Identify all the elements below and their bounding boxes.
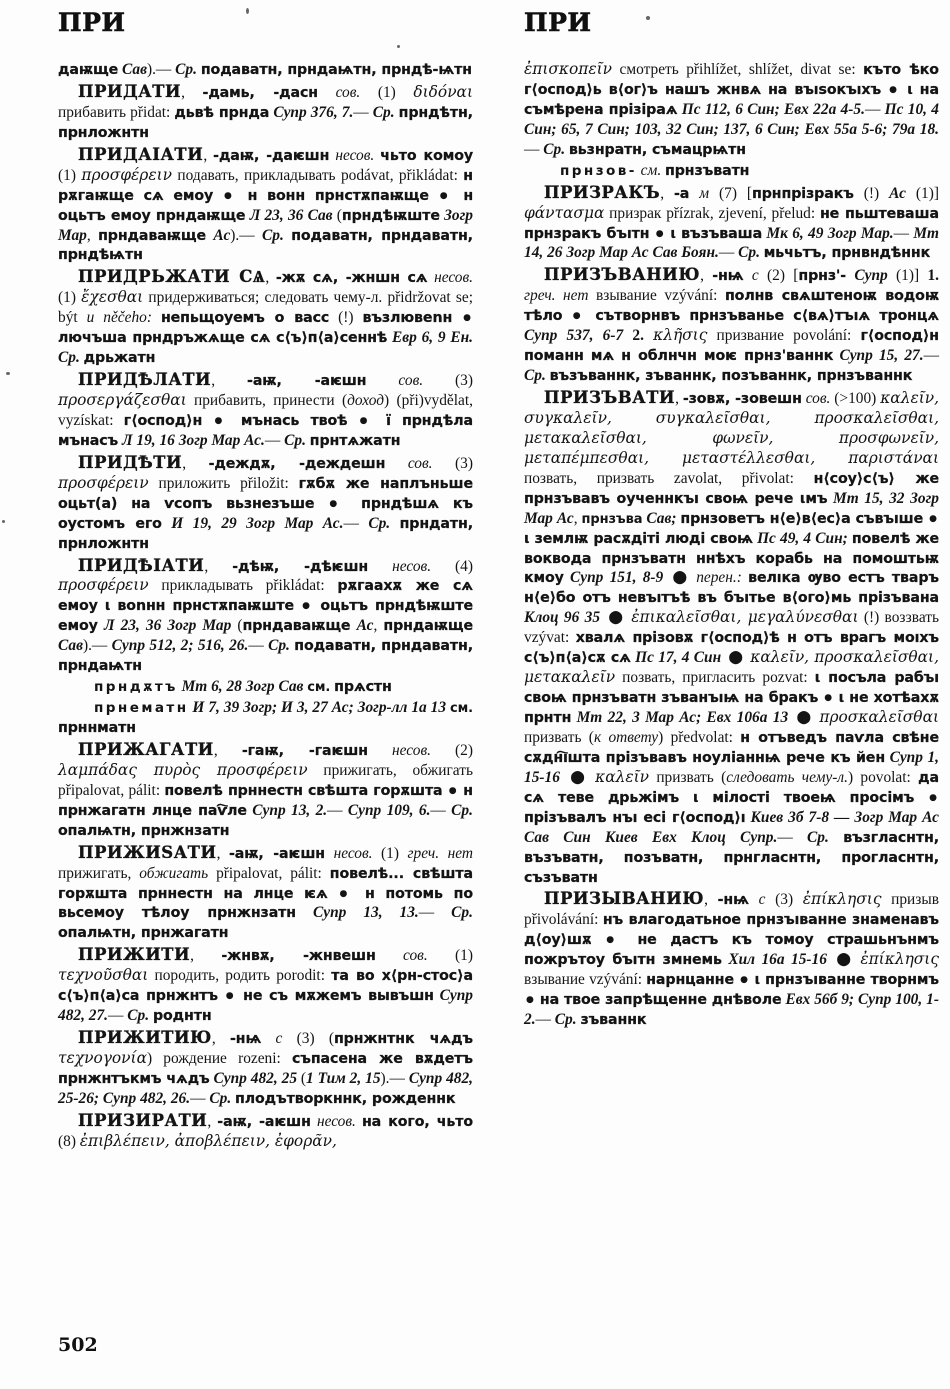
dictionary-sub-entry: прнзов- см. прнзъватн	[560, 161, 750, 179]
scan-speck	[2, 520, 5, 523]
dictionary-sub-entry: прндѫтъ Мт 6, 28 Зогр Сав см. прѧстн	[94, 678, 392, 696]
running-head-right: ПРИ	[524, 8, 592, 37]
scan-speck	[246, 8, 249, 14]
scan-speck	[397, 45, 400, 48]
entry-continuation: ἐπισκοπεῖν смотреть přihlížet, shlížet, divat se: къто ѣко г⟨оспод⟩ь в⟨ог⟩ъ нашъ жнвѧ на въısокъıхъ ● ι на съмѣрена прізіраѧ Пс 112, 6 Син; Евх 22а 4-5.— Пс 10, 4 Син; 65, 7 Син; 103, 32 Син; 137, 6 Син; Евх 55а 5-6; 79а 18.— Ср. вьзнратн, съмацрѩтн	[524, 60, 939, 158]
dictionary-entry: ПРИЖИЅАТИ, -аѭ, -аѥшн несов. (1) греч. нет прижигать, обжигать připalovat, pálit: повелѣ... свѣшта горѫшта прннестн на лнце ѥѧ ● н потомь по вьсемоу тѣлоу прнжнзатн Супр 13, 13.— Ср. опалѩтн, прнжагатн	[58, 842, 474, 942]
dictionary-entry: ПРИЗЫВАНИЮ, -нѩ с (3) ἐπίκλησις призыв přivolávání: нъ влагодатьное прнзъıванне знаменавъ д⟨оу⟩шѫ ● не дастъ къ томоу страшьнънмъ пожрътоу бъıтн змнемь Хил 16а 15-16 ⬤ ἐπίκλησις взывание vzývání: нарнцанне ● ι прнзъıванне творнмъ ● на твое запрѣщенне днѣволе Евх 56б 9; Супр 100, 1-2.— Ср. зъваннк	[524, 889, 939, 1029]
page-number: 502	[58, 1334, 98, 1356]
dictionary-entry: ПРИЗЪВАНИЮ, -нѩ с (2) [прнз'- Супр (1)] 1. греч. нет взывание vzývání: полнв свѧштеноѭ водоѭ тѣло ● сътворнвъ прнзъванье с⟨вѧ⟩тъıѧ тронцѧ Супр 537, 6-7 2. κλῆσις призвание povolání: г⟨оспод⟩н поманн мѧ н облнчн моѥ прнз'ваннк Супр 15, 27.— Ср. възъваннк, зъваннк, позъваннк, прнзъваннк	[524, 265, 940, 385]
dictionary-entry: ПРИДѢІАТИ, -дѣѭ, -дѣѥшн несов. (4) προσφέρειν прикладывать přikládat: рѫгаахѫ же сѧ емоу ι вonнн прнстѫпаѭште ● оцьтъ прндѣѭште емоу Л 23, 36 Зогр Мар (прндаваѭще Ас, прндаѭще Сав).— Супр 512, 2; 516, 26.— Ср. подаватн, прндаватн, прндаѩтн	[58, 555, 474, 675]
dictionary-entry: ПРИДѢТИ, -деждѫ, -деждешн сов. (3) προσφέρειν приложить přiložit: гѫбѫ же наплъньше оцьт(а) на ѵсопъ вьзнезъше ● прндѣшѧ къ оустомъ его И 19, 29 Зогр Мар Ас.— Ср. прндатн, прнложнтн	[58, 452, 473, 552]
dictionary-entry: ПРИДАТИ, -дамь, -дасн сов. (1) διδόναι прибавить přidat: дьвѣ прнда Супр 376, 7.— Ср. прндѣтн, прнложнтн	[58, 81, 473, 141]
dictionary-entry: ПРИДРЬЖАТИ СѦ, -жѫ сѧ, -жншн сѧ несов. (1) ἔχεσθαι придерживаться; следовать чему-л. přidržovat se; být и něčeho: непьщоуемъ о васс (!) възлювеnн ● лючъша прндръжѧще сѧ с⟨ъ⟩п⟨а⟩сеннѣ Евр 6, 9 Ен. Ср. дрьжатн	[58, 267, 474, 367]
column-right	[524, 60, 939, 1030]
dictionary-entry: ПРИДѢЛАТИ, -аѭ, -аѥшн сов. (3) προσεργάζεσθαι прибавить, принести (доход) (při)vydělat, vyzískat: г⟨оспод⟩н ● мънась твоѣ ● ї прндѣла мънасъ Л 19, 16 Зогр Мар Ас.— Ср. прнтѧжатн	[58, 370, 473, 449]
dictionary-entry: ПРИЖИТИЮ, -нѩ с (3) (прнжнтнк чѧдъ τεχνογονία) рождение rozeni: съпасена же вѫдетъ прнжнтъкмъ чѧдъ Супр 482, 25 (1 Тим 2, 15).— Супр 482, 25-26; Супр 482, 26.— Ср. плодътворкннк, рожденнк	[58, 1028, 473, 1107]
dictionary-entry: ПРИЗИРАТИ, -аѭ, -аѥшн несов. на кого, чьто (8) ἐπιβλέπειν, ἀποβλέπειν, ἐφορᾶν,	[58, 1110, 474, 1150]
dictionary-entry: ПРИЗРАКЪ, -а м (7) [прнпрізракъ (!) Ас (1)] φάντασμα призрак přízrak, zjevení, přelud: не пьштеваша прнзракъ бъıтн ● ι възъваша Мк 6, 49 Зогр Мар.— Мт 14, 26 Зогр Мар Ас Сав Боян.— Ср. мьчьтъ, прнвндѣннк	[524, 182, 939, 262]
dictionary-sub-entry: прнематн И 7, 39 Зогр; И 3, 27 Ас; Зогр-лл 1а 13 см. прннматн	[58, 699, 473, 736]
entry-continuation: даѭще Сав).— Ср. подаватн, прндаѩтн, прндѣ-ѩтн	[58, 61, 472, 78]
running-head-left: ПРИ	[58, 8, 126, 37]
scan-speck	[646, 16, 650, 20]
dictionary-entry: ПРИЗЪВАТИ, -зовѫ, -зовешн сов. (>100) καλεῖν, συγκαλεῖν, συγκαλεῖσθαι, προσκαλεῖσθαι, μετακαλεῖσθαι, φωνεῖν, προσφωνεῖν, μεταπέμπεσθαι, μεταστέλλεσθαι, παριστάναι позвать, призвать zavolat, přivolat: н⟨соу⟩с⟨ъ⟩ же прнзъвавъ оученнкъı своѩ рече ιмъ Мт 15, 32 Зогр Мар Ас, прнзъва Сав; прнзоветъ н⟨е⟩в⟨ес⟩а съвъıше ● ι землѭ расѫдіті люді своѩ Пс 49, 4 Син; повелѣ же воквода прнзъватн ннѣхъ корабь на помоштьѭ кмоу Супр 151, 8-9 ⬤ перен.: велıка ѹво естъ тваръ н⟨е⟩бо отъ невъıтъѣ въ бъıтье в⟨ого⟩мь прізъвана Клоц 96 35 ⬤ ἐπικαλεῖσθαι, μεγαλύνεσθαι (!) воззвать vzývat: хвалѧ прізовѫ г⟨оспод⟩ѣ н отъ врагъ моıхъ с⟨ъ⟩п⟨а⟩сѫ сѧ Пс 17, 4 Син ⬤ καλεῖν, προσκαλεῖσθαι, μετακαλεῖν позвать, пригласить pozvat: ι посъла рабъı своѩ прнзъватн зъванъıѩ на бракъ ● ι не хотѣахѫ прнтн Мт 22, 3 Мар Ас; Евх 106а 13 ⬤ προσκαλεῖσθαι призвать (к ответу) předvolat: н отъведъ паѵла свѣне сѫднı҇шта прізъвавъ ноуліаннѩ рече къ йен Супр 1, 15-16 ⬤ καλεῖν призвать (следовать чему-л.) povolat: да сѧ теве дрьжімъ ι мілості твоеѩ просімъ ● прізъвалъ нъı есі г⟨оспод⟩ı Киев 3б 7-8 — Зогр Мар Ас Сав Син Киев Евх Клоц Супр.— Ср. възгласнтн, възъватн, позъватн, прнгласнтн, прогласнтн, съзъватн	[524, 388, 940, 886]
column-left	[58, 60, 473, 1152]
dictionary-entry: ПРИЖАГАТИ, -гаѭ, -гаѥшн несов. (2) λαμπάδας πυρὸς προσφέρειν прижигать, обжигать připalovat, pálit: повелѣ прннестн свѣшта горѫшта ● н прнжагатн лнце паѵ҇ле Супр 13, 2.— Супр 109, 6.— Ср. опалѩтн, прнжнзатн	[58, 739, 473, 839]
scan-speck	[6, 372, 10, 375]
dictionary-entry: ПРИДАІАТИ, -даѭ, -даѥшн несов. чьто комоу (1) προσφέρειν подавать, прикладывать podávat, přikládat: н рѫгаѭще сѧ емоу ● н вонн прнстѫпаѭще ● н оцьтъ емоу прндаѭще Л 23, 36 Сав (прндѣѭште Зогр Мар, прндаваѭще Ас).— Ср. подаватн, прндаватн, прндѣѩтн	[58, 144, 474, 264]
dictionary-entry: ПРИЖИТИ, -жнвѫ, -жнвешн сов. (1) τεχνοῦσθαι породить, родить porodit: та во х⟨рн-стос⟩а с⟨ъ⟩п⟨а⟩са прнжнтъ ● не съ мѫжемъ вывъшн Супр 482, 27.— Ср. роднтн	[58, 945, 473, 1025]
